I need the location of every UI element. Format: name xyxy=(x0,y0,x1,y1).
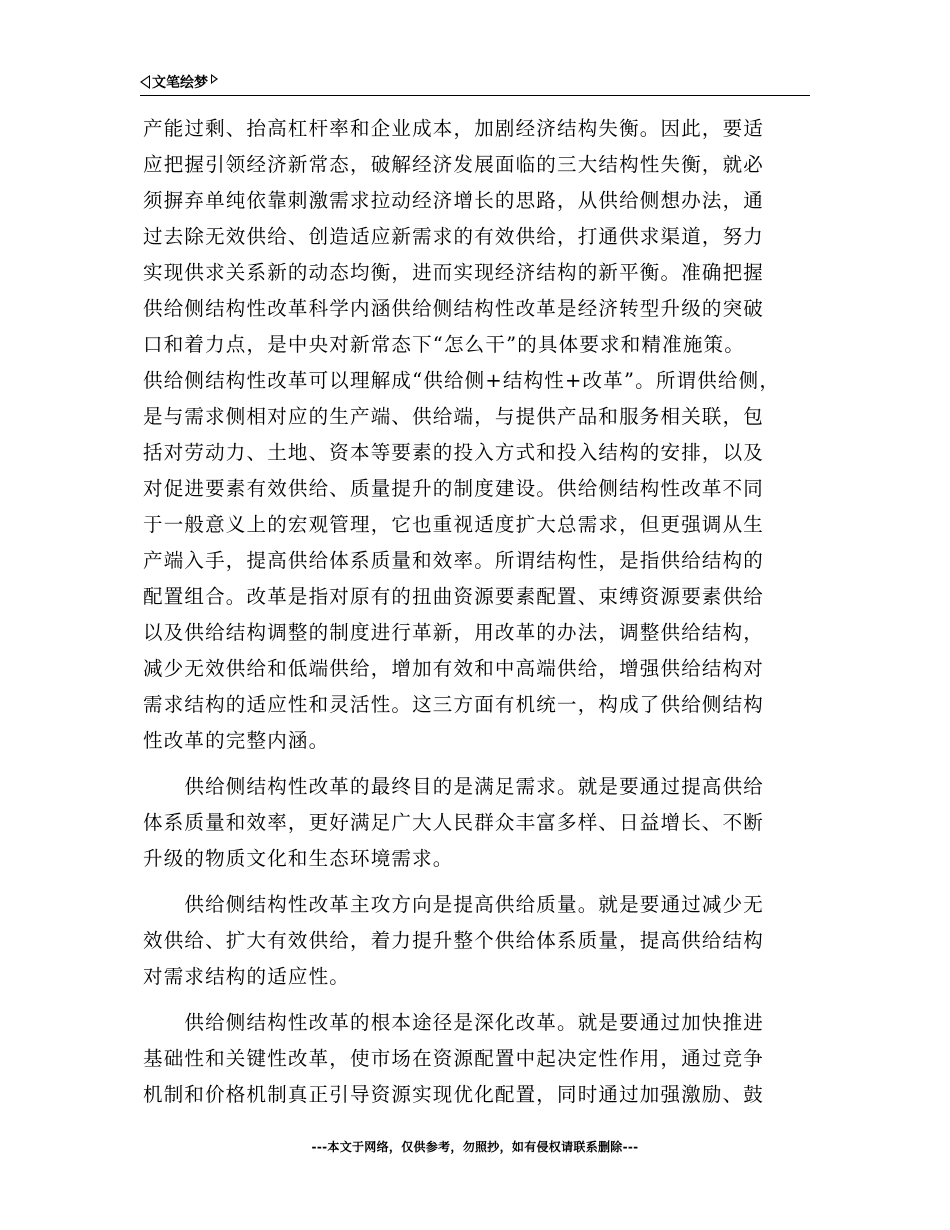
footer-notice: ---本文于网络，仅供参考，勿照抄，如有侵权请联系删除--- xyxy=(311,1140,639,1154)
text-line: 应把握引领经济新常态，破解经济发展面临的三大结构性失衡，就必 xyxy=(143,153,765,176)
text-line: 供给侧结构性改革可以理解成“供给侧+结构性+改革”。所谓供给侧， xyxy=(143,369,781,392)
text-line: 体系质量和效率，更好满足广大人民群众丰富多样、日益增长、不断 xyxy=(143,811,765,834)
page-header xyxy=(140,70,810,96)
text-line: 效供给、扩大有效供给，着力提升整个供给体系质量，提高供给结构 xyxy=(143,929,765,952)
text-line: 口和着力点，是中央对新常态下“怎么干”的具体要求和精准施策。 xyxy=(143,333,745,356)
triangle-left-icon xyxy=(140,75,150,89)
text-line: 于一般意义上的宏观管理，它也重视适度扩大总需求，但更强调从生 xyxy=(143,513,765,536)
text-line: 需求结构的适应性和灵活性。这三方面有机统一，构成了供给侧结构 xyxy=(143,693,765,716)
text-line: 产端入手，提高供给体系质量和效率。所谓结构性，是指供给结构的 xyxy=(143,549,765,572)
text-line: 对需求结构的适应性。 xyxy=(143,965,351,988)
text-line: 性改革的完整内涵。 xyxy=(143,729,330,752)
text-line: 供给侧结构性改革的根本途径是深化改革。就是要通过加快推进 xyxy=(143,1011,765,1034)
document-body xyxy=(143,111,803,1113)
header-divider xyxy=(140,95,810,96)
text-line: 以及供给结构调整的制度进行革新，用改革的办法，调整供给结构， xyxy=(143,621,765,644)
text-line: 对促进要素有效供给、质量提升的制度建设。供给侧结构性改革不同 xyxy=(143,477,765,500)
brand-text: 文笔绘梦 xyxy=(152,75,208,91)
text-line: 减少无效供给和低端供给，增加有效和中高端供给，增强供给结构对 xyxy=(143,657,765,680)
triangle-right-icon xyxy=(211,74,218,84)
text-line: 配置组合。改革是指对原有的扭曲资源要素配置、束缚资源要素供给 xyxy=(143,585,765,608)
text-line: 供给侧结构性改革主攻方向是提高供给质量。就是要通过减少无 xyxy=(143,893,765,916)
text-line: 是与需求侧相对应的生产端、供给端，与提供产品和服务相关联，包 xyxy=(143,405,765,428)
text-line: 供给侧结构性改革科学内涵供给侧结构性改革是经济转型升级的突破 xyxy=(143,297,765,320)
text-line: 基础性和关键性改革，使市场在资源配置中起决定性作用，通过竞争 xyxy=(143,1047,765,1070)
header-brand xyxy=(140,72,218,92)
text-line: 须摒弃单纯依靠刺激需求拉动经济增长的思路，从供给侧想办法，通 xyxy=(143,189,765,212)
text-line: 过去除无效供给、创造适应新需求的有效供给，打通供求渠道，努力 xyxy=(143,225,765,248)
text-line: 产能过剩、抬高杠杆率和企业成本，加剧经济结构失衡。因此，要适 xyxy=(143,117,765,140)
text-line: 实现供求关系新的动态均衡，进而实现经济结构的新平衡。准确把握 xyxy=(143,261,765,284)
text-line: 括对劳动力、土地、资本等要素的投入方式和投入结构的安排，以及 xyxy=(143,441,765,464)
text-line: 供给侧结构性改革的最终目的是满足需求。就是要通过提高供给 xyxy=(143,775,765,798)
text-line: 机制和价格机制真正引导资源实现优化配置，同时通过加强激励、鼓 xyxy=(143,1083,765,1106)
text-line: 升级的物质文化和生态环境需求。 xyxy=(143,847,454,870)
